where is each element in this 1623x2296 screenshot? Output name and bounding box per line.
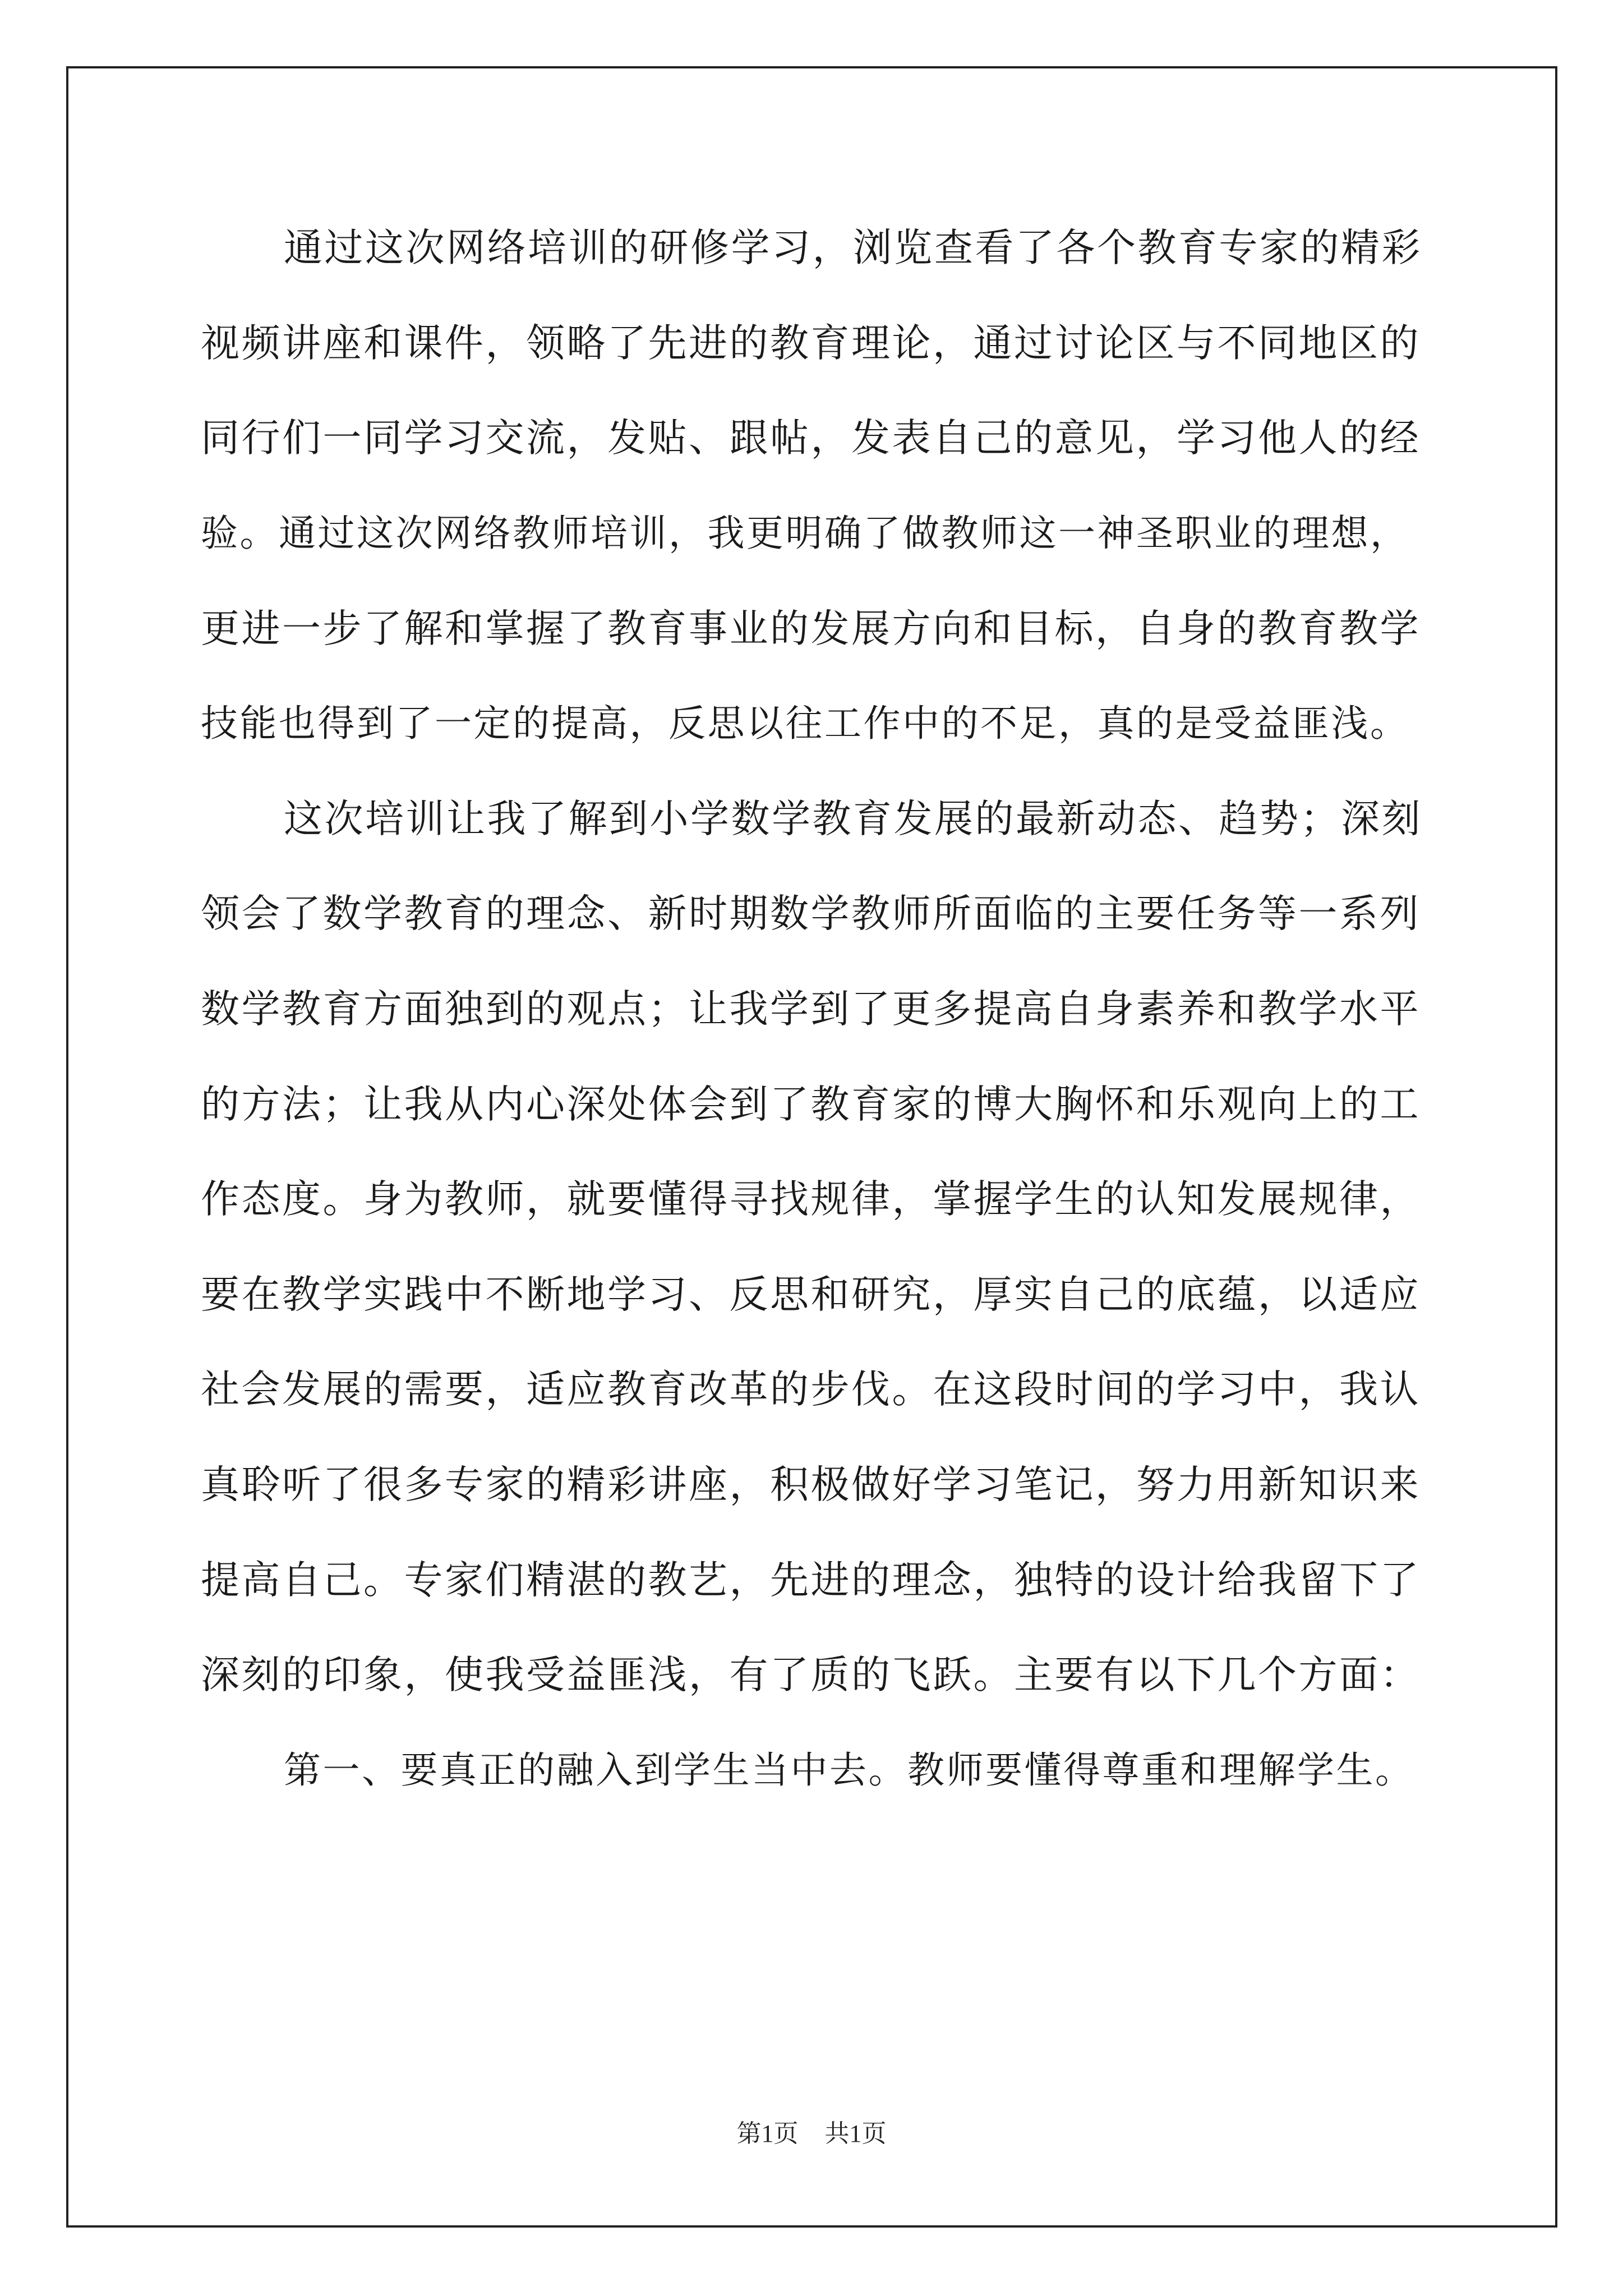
paragraph-1-line-5: 更进一步了解和掌握了教育事业的发展方向和目标，自身的教育教学	[201, 606, 1421, 651]
page-footer	[0, 2117, 1623, 2151]
paragraph-1-line-3: 同行们一同学习交流，发贴、跟帖，发表自己的意见，学习他人的经	[201, 416, 1421, 461]
page-number: 第1页	[736, 2120, 799, 2147]
paragraph-1-line-6: 技能也得到了一定的提高，反思以往工作中的不足，真的是受益匪浅。	[201, 702, 1409, 745]
paragraph-1-line-1: 通过这次网络培训的研修学习，浏览查看了各个教育专家的精彩	[284, 226, 1422, 270]
paragraph-2-line-4: 的方法；让我从内心深处体会到了教育家的博大胸怀和乐观向上的工	[201, 1082, 1421, 1127]
paragraph-2-line-6: 要在教学实践中不断地学习、反思和研究，厚实自己的底蕴，以适应	[201, 1272, 1421, 1317]
paragraph-2-line-1: 这次培训让我了解到小学数学教育发展的最新动态、趋势；深刻	[284, 797, 1422, 841]
paragraph-1-line-2: 视频讲座和课件，领略了先进的教育理论，通过讨论区与不同地区的	[201, 321, 1421, 366]
page-total: 共1页	[824, 2120, 887, 2147]
paragraph-2-line-9: 提高自己。专家们精湛的教艺，先进的理念，独特的设计给我留下了	[201, 1558, 1421, 1603]
paragraph-3-line-1: 第一、要真正的融入到学生当中去。教师要懂得尊重和理解学生。	[284, 1749, 1414, 1792]
paragraph-2-line-5: 作态度。身为教师，就要懂得寻找规律，掌握学生的认知发展规律，	[201, 1177, 1421, 1222]
paragraph-1-line-4: 验。通过这次网络教师培训，我更明确了做教师这一神圣职业的理想，	[201, 512, 1409, 555]
paragraph-2-line-3: 数学教育方面独到的观点；让我学到了更多提高自身素养和教学水平	[201, 987, 1421, 1032]
paragraph-2-line-10: 深刻的印象，使我受益匪浅，有了质的飞跃。主要有以下几个方面：	[201, 1653, 1421, 1697]
paragraph-2-line-7: 社会发展的需要，适应教育改革的步伐。在这段时间的学习中，我认	[201, 1367, 1421, 1412]
paragraph-2-line-8: 真聆听了很多专家的精彩讲座，积极做好学习笔记，努力用新知识来	[201, 1462, 1421, 1507]
page-border	[66, 66, 1557, 2228]
paragraph-2-line-2: 领会了数学教育的理念、新时期数学教师所面临的主要任务等一系列	[201, 891, 1421, 936]
